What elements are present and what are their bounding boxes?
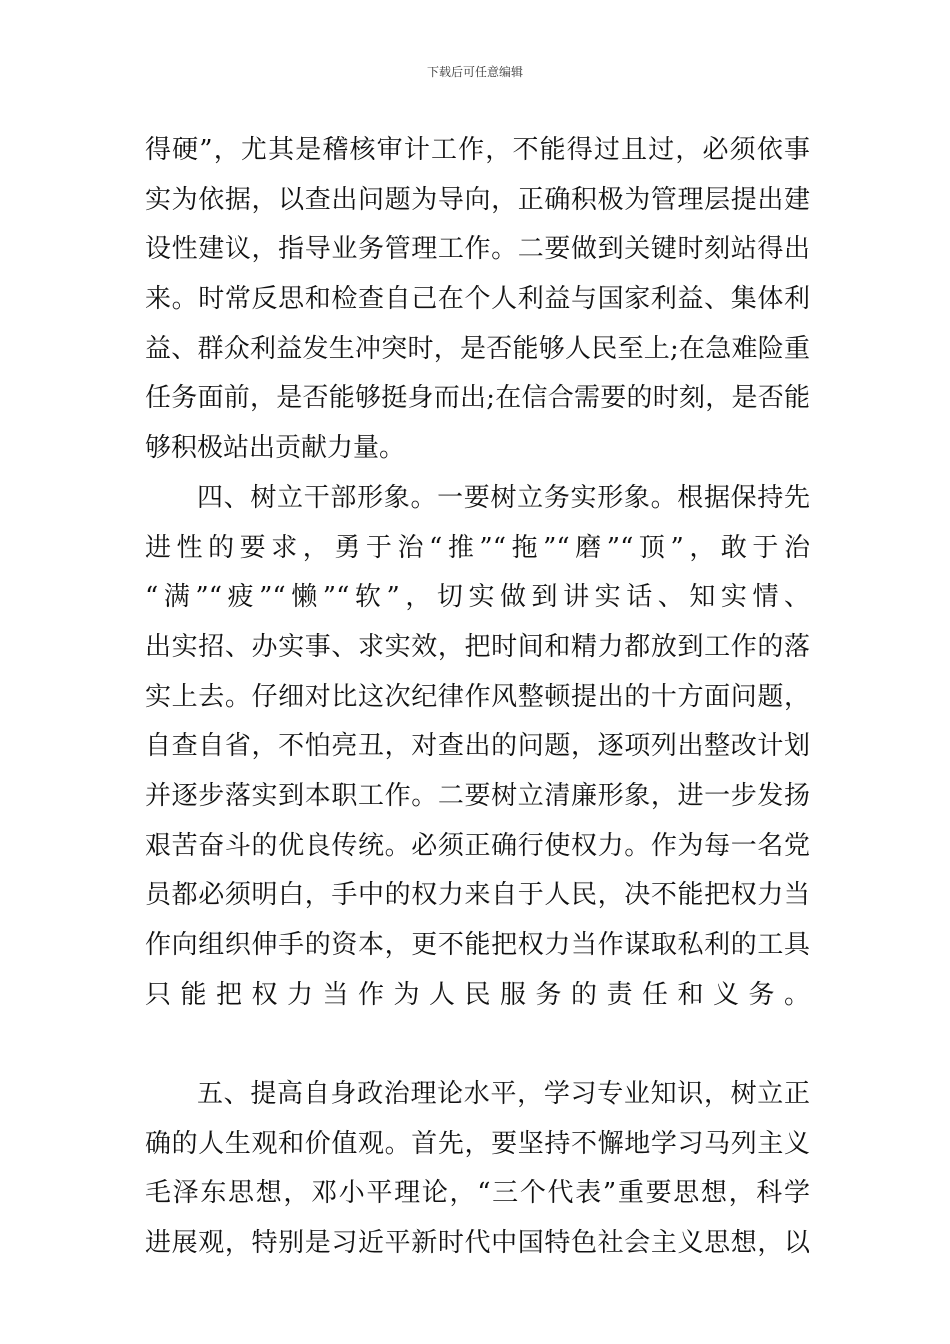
document-body: [145, 126, 810, 1269]
text-line: 作向组织伸手的资本，更不能把权力当作谋取私利的工具: [145, 930, 810, 960]
paragraph-2: [145, 474, 810, 1070]
text-line: 进展观，特别是习近平新时代中国特色社会主义思想，以: [145, 1228, 810, 1259]
text-line: 得硬”，尤其是稽核审计工作，不能得过且过，必须依事: [145, 135, 810, 165]
text-line: 自查自省，不怕亮丑，对查出的问题，逐项列出整改计划: [145, 731, 810, 762]
text-line: 艰苦奋斗的优良传统。必须正确行使权力。作为每一名党: [145, 830, 810, 861]
text-line: 益、群众利益发生冲突时，是否能够人民至上;在急难险重: [145, 333, 810, 364]
text-line: 五、提高自身政治理论水平，学习专业知识，树立正: [197, 1079, 810, 1110]
text-line: 毛泽东思想，邓小平理论，“三个代表”重要思想，科学: [145, 1178, 810, 1209]
text-line: “满”“疲”“懒”“软”，切实做到讲实话、知实情、: [145, 582, 810, 613]
text-line: 任务面前，是否能够挺身而出;在信合需要的时刻，是否能: [145, 383, 810, 414]
text-line: 并逐步落实到本职工作。二要树立清廉形象，进一步发扬: [145, 780, 810, 811]
paragraph-3: [145, 1070, 810, 1269]
page-header: 下载后可任意编辑: [426, 65, 523, 79]
text-line: [145, 1020, 810, 1070]
text-line: 只能把权力当作为人民服务的责任和义务。: [145, 979, 810, 1010]
text-line: 实为依据，以查出问题为导向，正确积极为管理层提出建: [145, 184, 810, 215]
text-line: 员都必须明白，手中的权力来自于人民，决不能把权力当: [145, 880, 810, 911]
text-line: 来。时常反思和检查自己在个人利益与国家利益、集体利: [145, 284, 810, 315]
text-line: 设性建议，指导业务管理工作。二要做到关键时刻站得出: [145, 234, 810, 265]
text-line: 确的人生观和价值观。首先，要坚持不懈地学习马列主义: [145, 1128, 810, 1159]
paragraph-1: [145, 126, 810, 474]
text-line: 实上去。仔细对比这次纪律作风整顿提出的十方面问题，: [145, 681, 810, 712]
text-line: 四、树立干部形象。一要树立务实形象。根据保持先: [197, 482, 810, 513]
text-line: 够积极站出贡献力量。: [145, 433, 406, 464]
text-line: 出实招、办实事、求实效，把时间和精力都放到工作的落: [145, 631, 810, 662]
text-line: 进性的要求，勇于治“推”“拖”“磨”“顶”，敢于治: [145, 532, 810, 563]
